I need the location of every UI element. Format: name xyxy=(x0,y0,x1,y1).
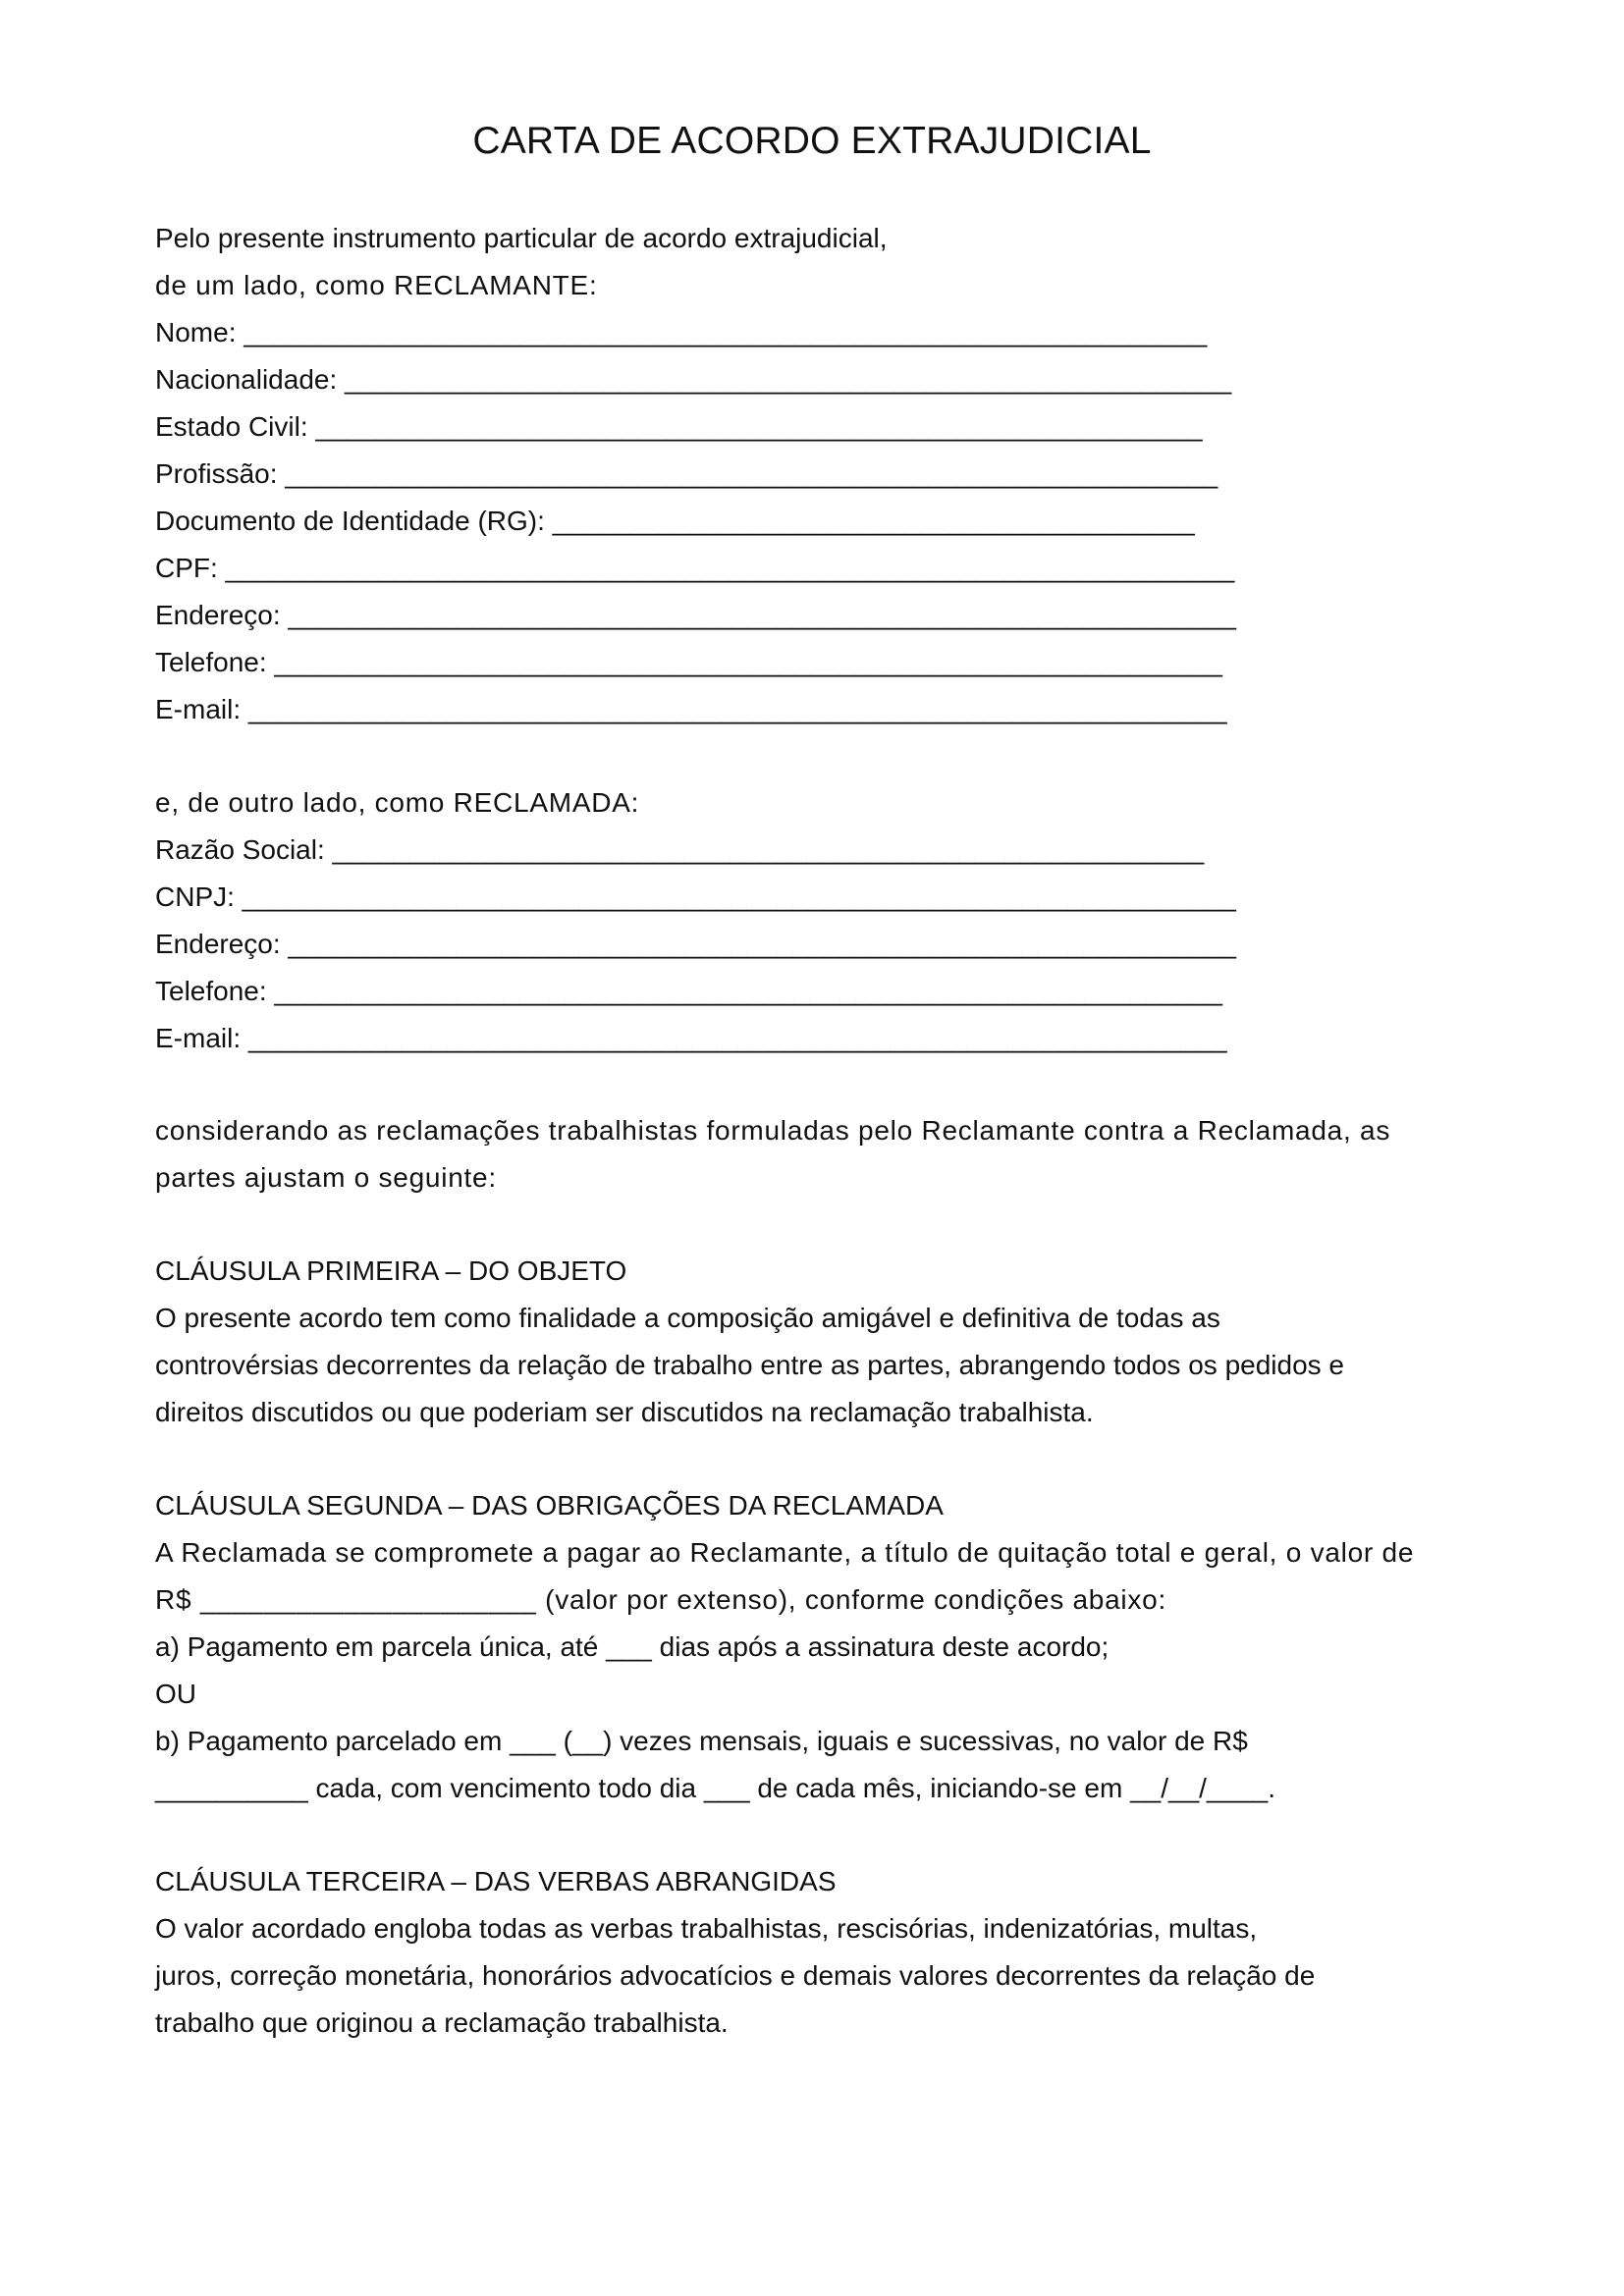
clausula-terceira-heading: CLÁUSULA TERCEIRA – DAS VERBAS ABRANGIDAS xyxy=(155,1866,837,1896)
reclamante-endereco-field: Endereço: ______________________________________________________________ xyxy=(155,600,1236,630)
reclamada-endereco-field: Endereço: ______________________________________________________________ xyxy=(155,929,1236,959)
reclamada-telefone-field: Telefone: ______________________________________________________________ xyxy=(155,976,1222,1006)
section-spacer xyxy=(155,733,1432,779)
reclamada-intro: e, de outro lado, como RECLAMADA: xyxy=(155,787,640,818)
reclamante-nacionalidade-field: Nacionalidade: __________________________________________________________ xyxy=(155,364,1232,395)
document-body xyxy=(155,215,1432,2047)
reclamante-cpf-field: CPF: __________________________________________________________________ xyxy=(155,553,1235,583)
clausula-segunda-line-3: a) Pagamento em parcela única, até ___ dias após a assinatura deste acordo; xyxy=(155,1631,1110,1662)
document-title: CARTA DE ACORDO EXTRAJUDICIAL xyxy=(472,120,1152,162)
clausula-terceira-line-1: O valor acordado engloba todas as verbas trabalhistas, rescisórias, indenizatórias, multas, xyxy=(155,1913,1258,1944)
reclamada-cnpj-field: CNPJ: _________________________________________________________________ xyxy=(155,881,1236,912)
intro-line-1: Pelo presente instrumento particular de acordo extrajudicial, xyxy=(155,223,888,253)
reclamante-nome-field: Nome: _______________________________________________________________ xyxy=(155,317,1208,347)
section-spacer xyxy=(155,1812,1432,1858)
clausula-primeira-line-3: direitos discutidos ou que poderiam ser discutidos na reclamação trabalhista. xyxy=(155,1397,1094,1427)
clausula-segunda-line-2: R$ _____________________ (valor por extenso), conforme condições abaixo: xyxy=(155,1584,1167,1615)
clausula-segunda-line-1: A Reclamada se compromete a pagar ao Reclamante, a título de quitação total e geral, o valor de xyxy=(155,1537,1415,1568)
reclamada-razao-social-field: Razão Social: _________________________________________________________ xyxy=(155,834,1205,865)
clausula-segunda-line-5: b) Pagamento parcelado em ___ (__) vezes mensais, iguais e sucessivas, no valor de R$ xyxy=(155,1726,1248,1756)
clausula-segunda-line-6: __________ cada, com vencimento todo dia ___ de cada mês, iniciando-se em __/__/____. xyxy=(155,1773,1275,1803)
section-spacer xyxy=(155,1436,1432,1482)
clausula-primeira-line-1: O presente acordo tem como finalidade a composição amigável e definitiva de todas as xyxy=(155,1303,1220,1333)
clausula-terceira-line-3: trabalho que originou a reclamação trabalhista. xyxy=(155,2007,729,2038)
considerando-line-1: considerando as reclamações trabalhistas formuladas pelo Reclamante contra a Reclamada, as xyxy=(155,1115,1391,1146)
considerando-line-2: partes ajustam o seguinte: xyxy=(155,1162,497,1193)
section-spacer xyxy=(155,1062,1432,1107)
reclamante-estado-civil-field: Estado Civil: __________________________________________________________ xyxy=(155,411,1203,442)
reclamante-profissao-field: Profissão: _____________________________________________________________ xyxy=(155,458,1218,489)
clausula-segunda-heading: CLÁUSULA SEGUNDA – DAS OBRIGAÇÕES DA RECLAMADA xyxy=(155,1490,944,1521)
clausula-segunda-line-4: OU xyxy=(155,1679,196,1709)
clausula-primeira-heading: CLÁUSULA PRIMEIRA – DO OBJETO xyxy=(155,1255,627,1286)
clausula-primeira-line-2: controvérsias decorrentes da relação de trabalho entre as partes, abrangendo todos os pedidos e xyxy=(155,1350,1344,1380)
intro-line-2: de um lado, como RECLAMANTE: xyxy=(155,270,598,300)
section-spacer xyxy=(155,1201,1432,1248)
reclamante-email-field: E-mail: ________________________________________________________________ xyxy=(155,694,1227,724)
reclamante-rg-field: Documento de Identidade (RG): __________________________________________ xyxy=(155,506,1195,536)
reclamante-telefone-field: Telefone: ______________________________________________________________ xyxy=(155,647,1222,677)
reclamada-email-field: E-mail: ________________________________________________________________ xyxy=(155,1023,1227,1053)
clausula-terceira-line-2: juros, correção monetária, honorários advocatícios e demais valores decorrentes da relação de xyxy=(155,1960,1316,1991)
